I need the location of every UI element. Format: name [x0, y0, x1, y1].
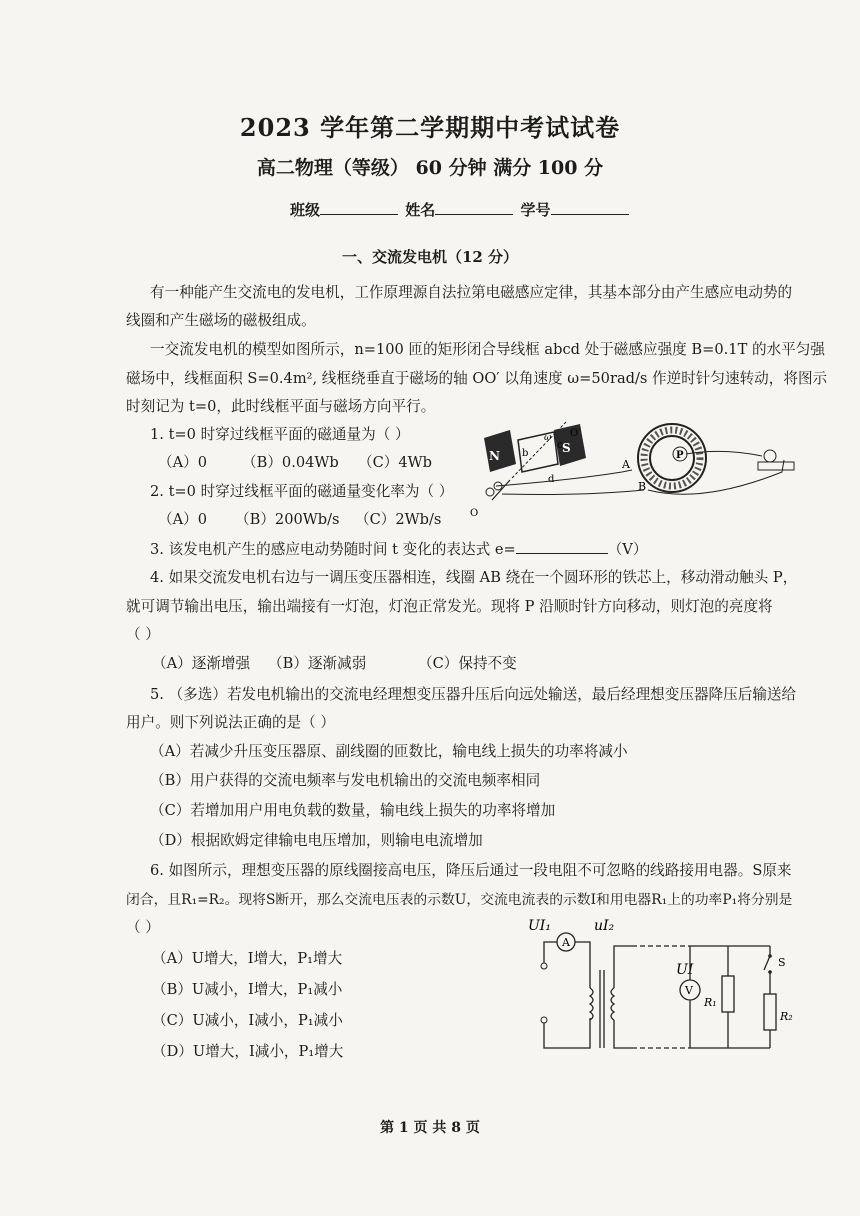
name-blank[interactable] [435, 200, 513, 215]
label-n: N [489, 449, 500, 463]
transformer-circuit-figure [522, 908, 802, 1088]
label-terminal-b: B [638, 480, 647, 493]
exam-subtitle: 高二物理（等级） 60 分钟 满分 100 分 [256, 157, 604, 179]
label-b: b [522, 448, 529, 459]
label-c: c [557, 440, 563, 451]
intro-line-1: 有一种能产生交流电的发电机，工作原理源自法拉第电磁感应定律，其基本部分由产生感应电动势的 [150, 284, 793, 301]
q6-option-b[interactable]: （B）U减小，I增大，P₁减小 [152, 981, 343, 998]
q5-line-2: 用户。则下列说法正确的是（ ） [126, 714, 335, 731]
label-s: S [562, 441, 571, 455]
q1-option-b[interactable]: （B）0.04Wb [242, 454, 339, 471]
q6-option-c[interactable]: （C）U减小，I减小，P₁减小 [152, 1012, 343, 1029]
q3-answer-blank[interactable] [516, 539, 608, 554]
q3-stem: 3. 该发电机产生的感应电动势随时间 t 变化的表达式 e= [150, 541, 516, 558]
label-r2: R₂ [780, 1010, 793, 1023]
resistor-r1 [722, 976, 734, 1012]
q4-line-3: （ ） [126, 626, 160, 643]
q1-stem: 1. t=0 时穿过线框平面的磁通量为（ ） [150, 426, 410, 443]
generator-figure [462, 420, 802, 525]
intro-line-4: 磁场中，线框面积 S=0.4m², 线框绕垂直于磁场的轴 OO′ 以角速度 ω=50rad/s 作逆时针匀速转动，将图示 [126, 370, 828, 387]
q4-option-c[interactable]: （C）保持不变 [418, 655, 517, 672]
q6-line-2: 闭合，且R₁=R₂。现将S断开，那么交流电压表的示数U，交流电流表的示数I和用电器R₁上的功率P₁将分别是 [126, 892, 793, 908]
q6-option-a[interactable]: （A）U增大，I增大，P₁增大 [152, 950, 343, 967]
q5-option-b[interactable]: （B）用户获得的交流电频率与发电机输出的交流电频率相同 [150, 772, 541, 789]
label-switch: S [778, 956, 786, 969]
switch-s[interactable] [764, 956, 770, 970]
handwritten-ui2: uI₂ [594, 918, 615, 934]
page-footer: 第 1 页 共 8 页 [380, 1120, 480, 1136]
q6-line-3: （ ） [126, 919, 160, 936]
label-d: d [548, 474, 555, 485]
student-info-row [290, 199, 631, 220]
intro-line-2: 线圈和产生磁场的磁极组成。 [126, 312, 316, 329]
q6-line-1: 6. 如图所示，理想变压器的原线圈接高电压，降压后通过一段电阻不可忽略的线路接用电器。S原来 [150, 862, 792, 879]
name-label: 姓名 [405, 201, 436, 219]
handwritten-ui3: UI [676, 962, 694, 978]
q1-option-c[interactable]: （C）4Wb [358, 454, 432, 471]
q6-option-d[interactable]: （D）U增大，I减小，P₁增大 [152, 1043, 344, 1060]
label-ammeter: A [562, 936, 570, 949]
id-label: 学号 [520, 201, 551, 219]
q4-line-1: 4. 如果交流发电机右边与一调压变压器相连，线圈 AB 绕在一个圆环形的铁芯上，移动滑动触头 P， [150, 569, 798, 586]
q3-line [150, 539, 647, 560]
q2-option-c[interactable]: （C）2Wb/s [355, 511, 442, 528]
class-label: 班级 [290, 201, 321, 219]
q5-line-1: 5. （多选）若发电机输出的交流电经理想变压器升压后向远处输送，最后经理想变压器降压后输送给 [150, 686, 797, 703]
primary-coil [590, 988, 593, 1020]
label-voltmeter: V [685, 984, 693, 997]
intro-line-5: 时刻记为 t=0，此时线框平面与磁场方向平行。 [126, 398, 436, 415]
exam-title: 2023 学年第二学期期中考试试卷 [239, 113, 621, 142]
handwritten-ui1: UI₁ [528, 918, 551, 934]
label-p: P [676, 450, 684, 461]
section-title: 一、交流发电机（12 分） [341, 248, 519, 266]
q2-option-b[interactable]: （B）200Wb/s [235, 511, 340, 528]
class-blank[interactable] [320, 200, 398, 215]
toroid-core [638, 424, 706, 492]
intro-line-3: 一交流发电机的模型如图所示，n=100 匝的矩形闭合导线框 abcd 处于磁感应强度 B=0.1T 的水平匀强 [150, 341, 825, 358]
q4-option-b[interactable]: （B）逐渐减弱 [268, 655, 367, 672]
resistor-r2 [764, 994, 776, 1030]
label-omega: ω [544, 433, 552, 443]
label-o-bottom: O [470, 508, 479, 519]
id-blank[interactable] [551, 200, 629, 215]
secondary-coil [611, 988, 614, 1020]
q5-option-d[interactable]: （D）根据欧姆定律输电电压增加，则输电电流增加 [150, 832, 483, 849]
label-r1: R₁ [704, 996, 717, 1009]
lamp-bulb [764, 450, 776, 462]
lamp-base [758, 462, 794, 470]
q1-option-a[interactable]: （A）0 [158, 454, 208, 471]
label-o-top: O′ [570, 428, 581, 439]
q4-line-2: 就可调节输出电压，输出端接有一灯泡，灯泡正常发光。现将 P 沿顺时针方向移动，则灯泡的亮度将 [126, 598, 773, 615]
label-terminal-a: A [622, 458, 630, 471]
q5-option-c[interactable]: （C）若增加用户用电负载的数量，输电线上损失的功率将增加 [150, 802, 556, 819]
q2-option-a[interactable]: （A）0 [158, 511, 208, 528]
q3-unit: （V） [607, 541, 648, 558]
q4-option-a[interactable]: （A）逐渐增强 [152, 655, 251, 672]
q2-stem: 2. t=0 时穿过线框平面的磁通量变化率为（ ） [150, 483, 454, 500]
q5-option-a[interactable]: （A）若减少升压变压器原、副线圈的匝数比，输电线上损失的功率将减小 [150, 743, 628, 760]
